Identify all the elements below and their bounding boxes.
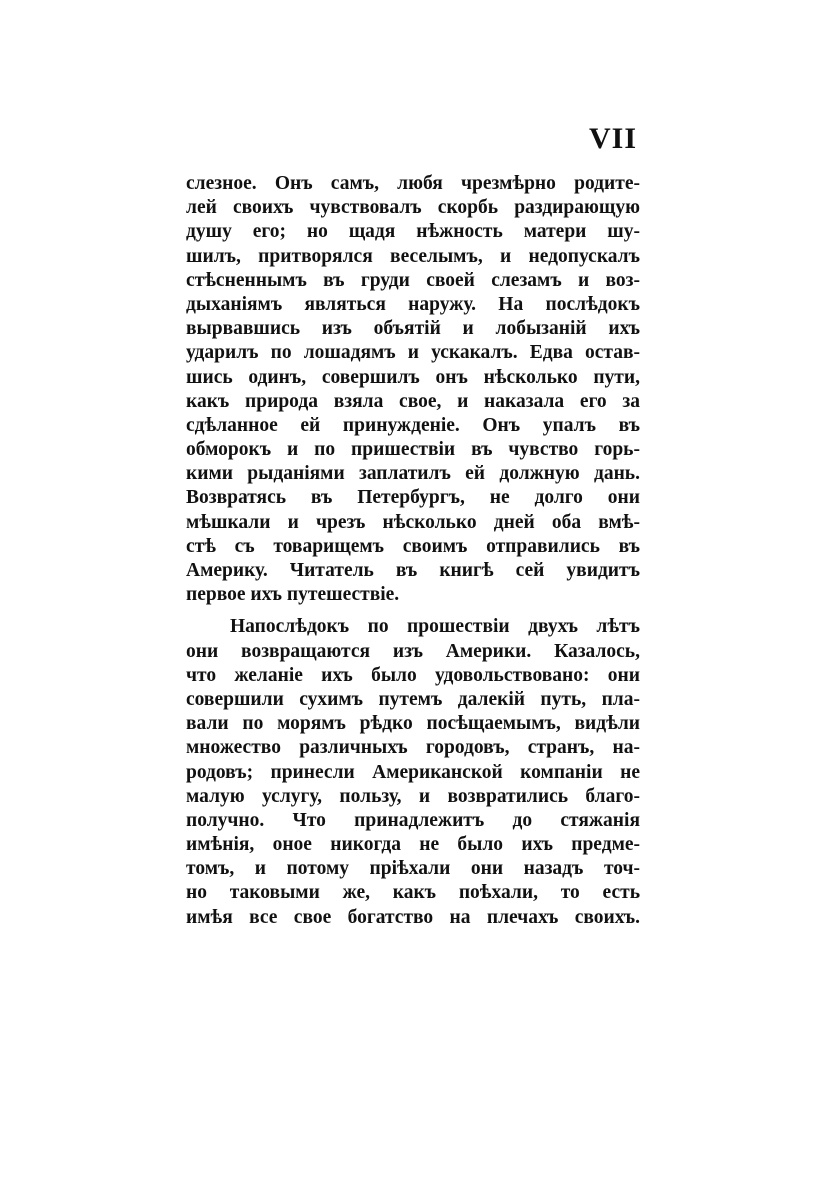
page-number: VII	[588, 122, 637, 155]
text-line: шилъ, притворялся веселымъ, и недопускалъ	[186, 245, 640, 267]
text-line: малую услугу, пользу, и возвратились благо-	[186, 785, 640, 807]
body-text	[186, 172, 640, 930]
text-line: дыханіямъ являться наружу. На послѣдокъ	[186, 293, 640, 315]
text-line: ударилъ по лошадямъ и ускакалъ. Едва остав-	[186, 342, 640, 364]
text-line: получно. Что принадлежитъ до стяжанія	[186, 809, 640, 831]
text-line: какъ природа взяла свое, и наказала его за	[186, 390, 640, 412]
text-line: слезное. Онъ самъ, любя чрезмѣрно родите-	[186, 173, 640, 194]
text-line: стѣ съ товарищемъ своимъ отправились въ	[186, 535, 640, 557]
text-line: сдѣланное ей принужденіе. Онъ упалъ въ	[186, 414, 640, 436]
text-line: множество различныхъ городовъ, странъ, на-	[186, 737, 640, 759]
text-line: вырвавшись изъ объятій и лобызаній ихъ	[186, 318, 640, 340]
text-line: Возвратясь въ Петербургъ, не долго они	[186, 487, 640, 509]
text-line: кими рыданіями заплатилъ ей должную дань.	[186, 463, 640, 485]
text-line: Напослѣдокъ по прошествіи двухъ лѣтъ	[230, 616, 640, 638]
paragraph-gap	[186, 607, 640, 615]
text-line: вали по морямъ рѣдко посѣщаемымъ, видѣли	[186, 713, 640, 735]
text-line: но таковыми же, какъ поѣхали, то есть	[186, 882, 640, 904]
text-line: мѣшкали и чрезъ нѣсколько дней оба вмѣ-	[186, 511, 640, 533]
text-line: родовъ; принесли Американской компаніи не	[186, 761, 640, 783]
text-line: томъ, и потому пріѣхали они назадъ точ-	[186, 858, 640, 880]
text-line: имѣя все свое богатство на плечахъ своихъ.	[186, 906, 640, 928]
text-line: они возвращаются изъ Америки. Казалось,	[186, 640, 640, 662]
text-line: Америку. Читатель въ книгѣ сей увидитъ	[186, 560, 640, 581]
text-line: первое ихъ путешествіе.	[186, 584, 400, 606]
text-line: имѣнія, оное никогда не было ихъ предме-	[186, 834, 640, 856]
paragraph	[186, 172, 640, 607]
text-line: стѣсненнымъ въ груди своей слезамъ и воз-	[186, 269, 640, 291]
text-line: душу его; но щадя нѣжность матери шу-	[186, 221, 640, 243]
text-line: совершили сухимъ путемъ далекій путь, пла-	[186, 688, 640, 710]
text-line: шись одинъ, совершилъ онъ нѣсколько пути,	[186, 366, 640, 388]
text-line: лей своихъ чувствовалъ скорбь раздирающую	[186, 197, 640, 219]
text-line: обморокъ и по пришествіи въ чувство горь-	[186, 439, 640, 461]
paragraph	[186, 615, 640, 929]
text-line: что желаніе ихъ было удовольствовано: они	[186, 664, 640, 686]
